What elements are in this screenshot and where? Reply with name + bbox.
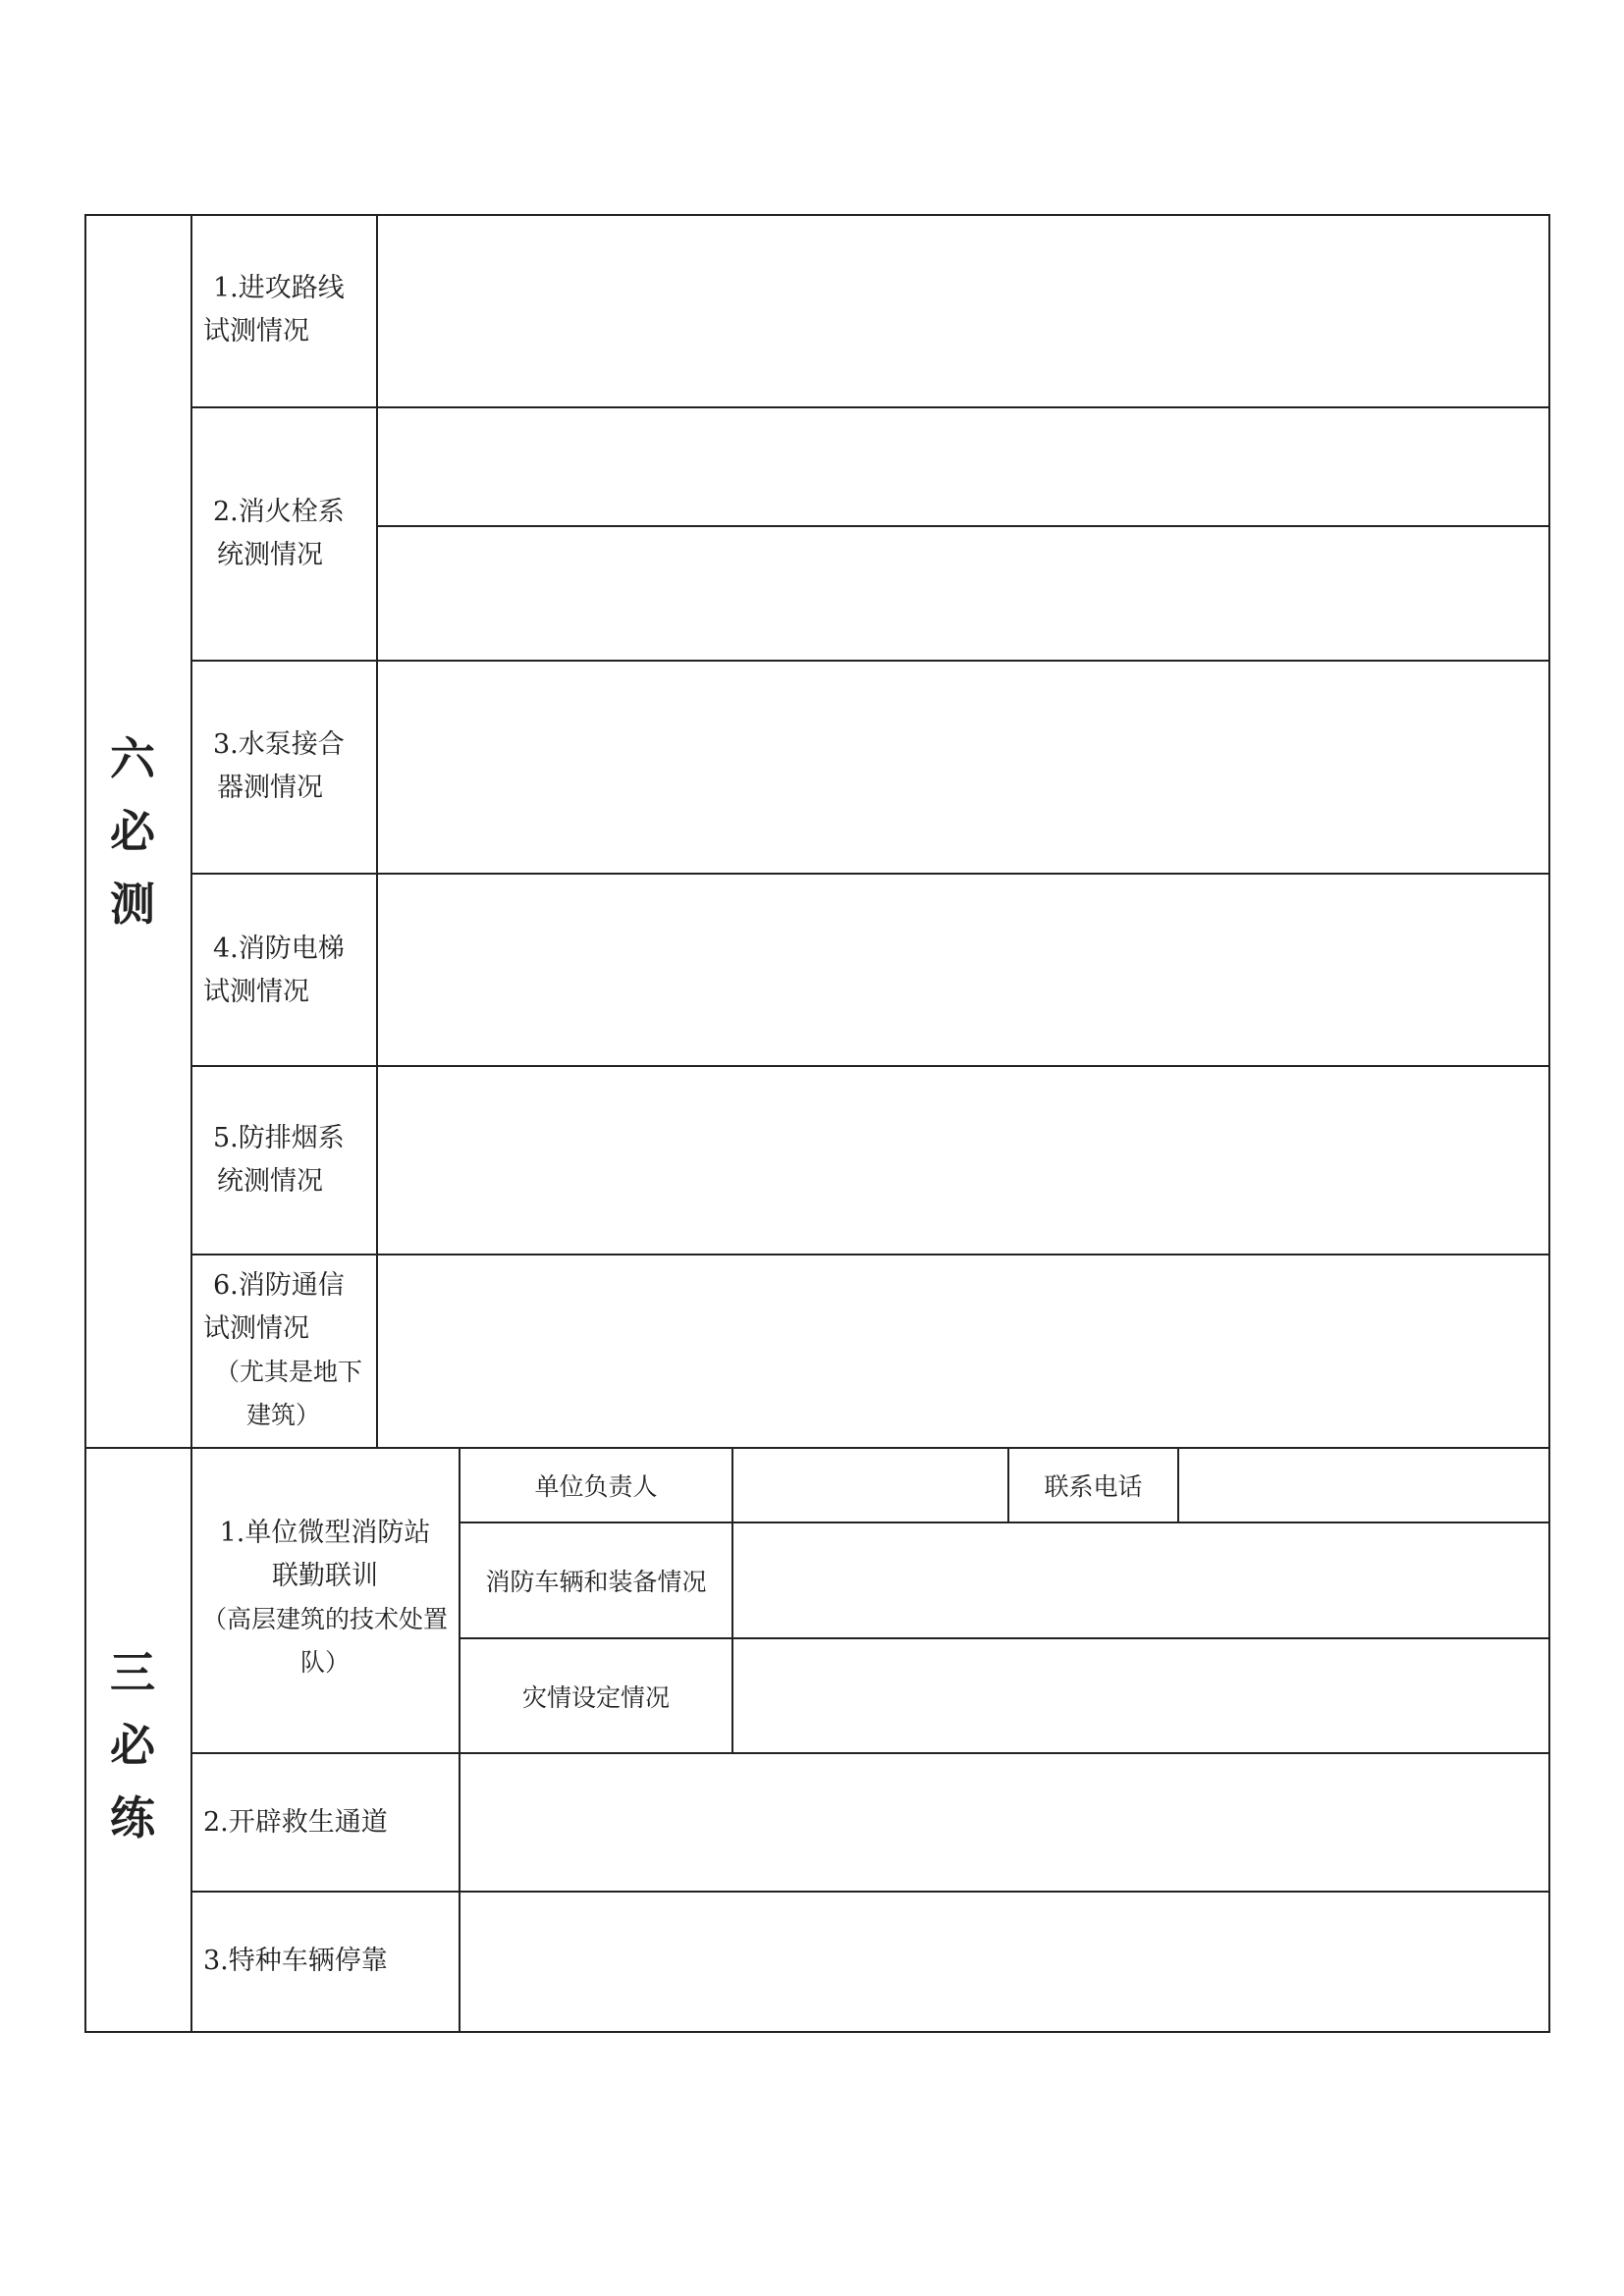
three-sublabel-divider — [731, 1447, 733, 1753]
three-section-title: 三 必 练 — [110, 1646, 155, 1844]
title-column-divider — [190, 214, 192, 2033]
attack-route-value[interactable] — [380, 218, 1546, 404]
phone-value[interactable] — [1181, 1451, 1546, 1520]
six-label-column-divider — [376, 214, 378, 1448]
table-right-border — [1548, 214, 1550, 2033]
table-bottom-border — [84, 2031, 1550, 2033]
vehicles-label: 消防车辆和装备情况 — [485, 1568, 707, 1596]
disaster-value[interactable] — [735, 1641, 1546, 1750]
six-row-label-2: 2.消火栓系 统测情况 — [213, 497, 345, 570]
phone-label-right-divider — [1177, 1447, 1179, 1522]
table-left-border — [84, 214, 86, 2033]
six-row-label-3: 3.水泵接合 器测情况 — [213, 729, 345, 803]
smoke-control-value[interactable] — [380, 1069, 1546, 1252]
six-row-divider-1 — [190, 406, 1548, 408]
section-divider — [84, 1447, 1550, 1449]
six-row-label-5: 5.防排烟系 统测情况 — [213, 1123, 345, 1197]
phone-label: 联系电话 — [1044, 1472, 1143, 1501]
pump-adapter-value[interactable] — [380, 664, 1546, 871]
special-vehicle-value[interactable] — [462, 1895, 1546, 2029]
hydrant-value-2[interactable] — [380, 529, 1546, 658]
disaster-label: 灾情设定情况 — [521, 1682, 670, 1712]
rescue-passage-value[interactable] — [462, 1756, 1546, 1889]
vehicles-value[interactable] — [735, 1525, 1546, 1635]
fire-communication-value[interactable] — [380, 1257, 1546, 1445]
responsible-label: 单位负责人 — [534, 1472, 658, 1501]
six-row-divider-3 — [190, 873, 1548, 875]
fire-elevator-value[interactable] — [380, 877, 1546, 1063]
three-item1-label: 1.单位微型消防站 联勤联训 （高层建筑的技术处置 队） — [201, 1518, 448, 1677]
six-row-divider-2 — [190, 660, 1548, 662]
six-row-divider-5 — [190, 1254, 1548, 1255]
table-top-border — [84, 214, 1550, 216]
six-row-label-1: 1.进攻路线 试测情况 — [203, 273, 345, 347]
three-row-divider-1 — [190, 1752, 1548, 1754]
six-section-title: 六 必 测 — [110, 732, 155, 931]
six-row-label-6: 6.消防通信 试测情况 （尤其是地下 建筑） — [203, 1270, 363, 1429]
responsible-value[interactable] — [735, 1451, 1005, 1520]
hydrant-value-1[interactable] — [380, 410, 1546, 523]
six-row-label-4: 4.消防电梯 试测情况 — [203, 934, 345, 1007]
three-row-divider-2 — [190, 1891, 1548, 1893]
three-item3-label: 3.特种车辆停靠 — [203, 1946, 388, 1976]
six-row-divider-4 — [190, 1065, 1548, 1067]
three-item2-label: 2.开辟救生通道 — [203, 1807, 388, 1838]
six-subrow-divider — [376, 525, 1548, 527]
